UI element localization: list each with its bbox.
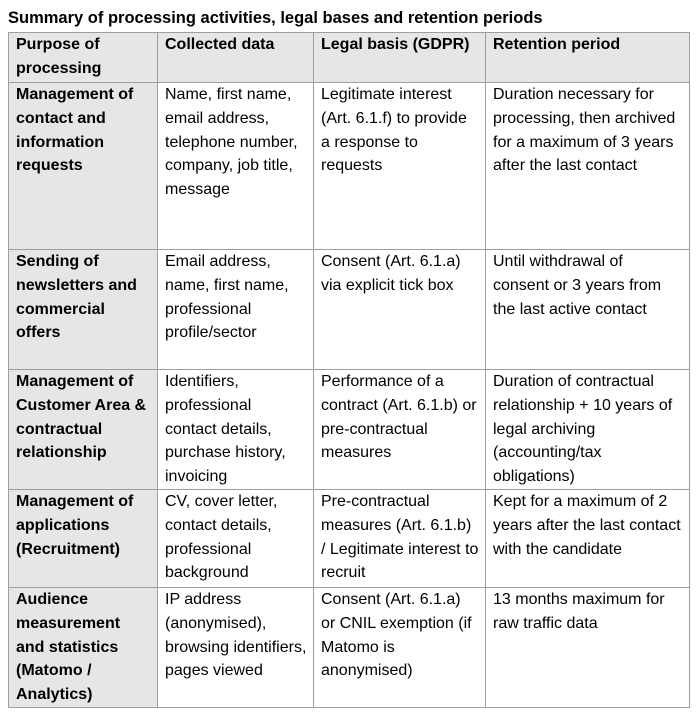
row-retention-cell: Duration of contractual relationship + 10 years of legal archiving (accounting/tax obligations) (486, 370, 690, 490)
row-data-cell: IP address (anonymised), browsing identifiers, pages viewed (158, 588, 314, 708)
header-legal-basis: Legal basis (GDPR) (314, 33, 486, 83)
row-retention-cell: Until withdrawal of consent or 3 years from the last active contact (486, 250, 690, 370)
table-row (9, 250, 690, 370)
document-title: Summary of processing activities, legal bases and retention periods (8, 9, 543, 27)
row-basis-cell: Legitimate interest (Art. 6.1.f) to provide a response to requests (314, 83, 486, 250)
table-row (9, 588, 690, 708)
row-data-cell: CV, cover letter, contact details, professional background (158, 490, 314, 588)
processing-table (8, 32, 690, 708)
header-collected-data: Collected data (158, 33, 314, 83)
row-purpose-cell: Audience measurement and statistics (Matomo / Analytics) (9, 588, 158, 708)
table-row (9, 490, 690, 588)
row-basis-cell: Consent (Art. 6.1.a) or CNIL exemption (if Matomo is anonymised) (314, 588, 486, 708)
row-purpose-cell: Sending of newsletters and commercial offers (9, 250, 158, 370)
row-retention-cell: Duration necessary for processing, then archived for a maximum of 3 years after the last contact (486, 83, 690, 250)
table-row (9, 83, 690, 250)
row-purpose-cell: Management of Customer Area & contractual relationship (9, 370, 158, 490)
row-basis-cell: Pre-contractual measures (Art. 6.1.b) / Legitimate interest to recruit (314, 490, 486, 588)
row-data-cell: Email address, name, first name, professional profile/sector (158, 250, 314, 370)
row-basis-cell: Consent (Art. 6.1.a) via explicit tick box (314, 250, 486, 370)
row-data-cell: Identifiers, professional contact details, purchase history, invoicing (158, 370, 314, 490)
header-purpose: Purpose of processing (9, 33, 158, 83)
row-purpose-cell: Management of contact and information requests (9, 83, 158, 250)
row-retention-cell: 13 months maximum for raw traffic data (486, 588, 690, 708)
table-row (9, 370, 690, 490)
row-data-cell: Name, first name, email address, telephone number, company, job title, message (158, 83, 314, 250)
table-header-row (9, 33, 690, 83)
row-retention-cell: Kept for a maximum of 2 years after the last contact with the candidate (486, 490, 690, 588)
row-purpose-cell: Management of applications (Recruitment) (9, 490, 158, 588)
row-basis-cell: Performance of a contract (Art. 6.1.b) or pre-contractual measures (314, 370, 486, 490)
header-retention-period: Retention period (486, 33, 690, 83)
